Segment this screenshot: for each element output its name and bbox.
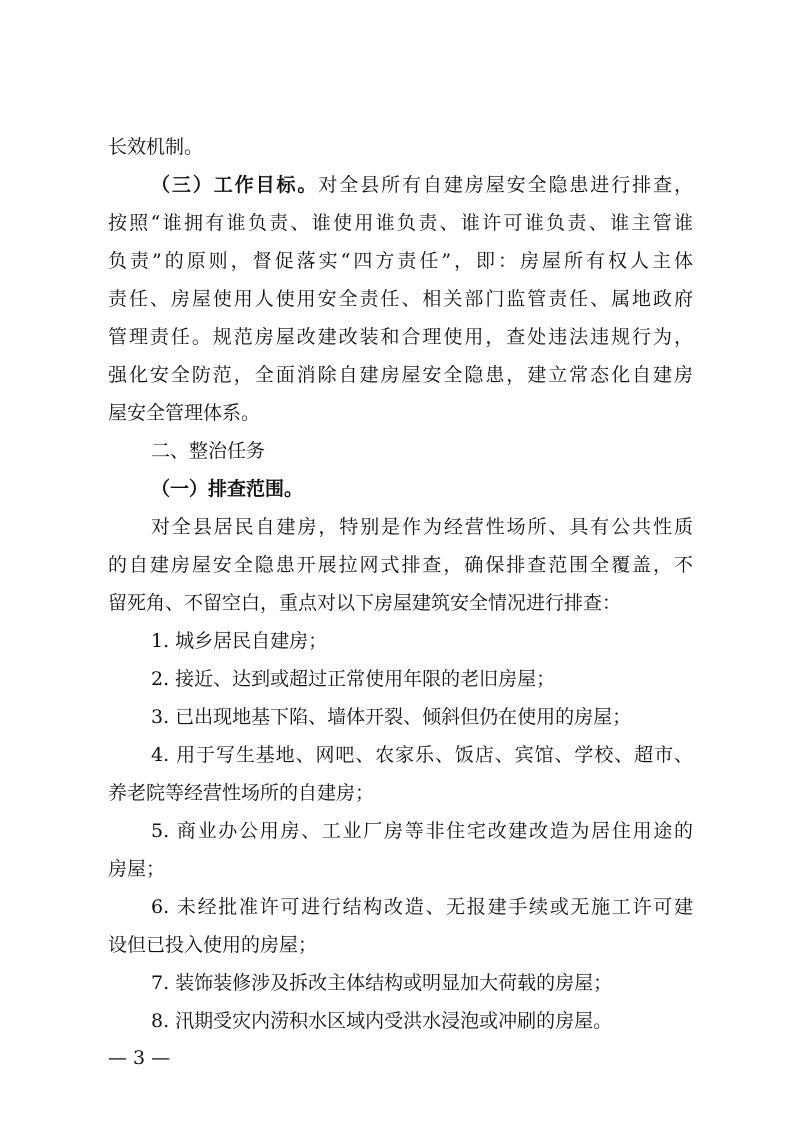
paragraph-line: 按照“谁拥有谁负责、谁使用谁负责、谁许可谁负责、谁主管谁	[108, 212, 693, 234]
list-item: 6. 未经批准许可进行结构改造、无报建手续或无施工许可建	[151, 896, 693, 918]
paragraph-line: 强化安全防范，全面消除自建房屋安全隐患，建立常态化自建房	[108, 364, 693, 386]
paragraph-line: 留死角、不留空白，重点对以下房屋建筑安全情况进行排查：	[108, 592, 622, 614]
paragraph-line: 责任、房屋使用人使用安全责任、相关部门监管责任、属地政府	[108, 288, 693, 310]
paragraph-text: 对全县所有自建房屋安全隐患进行排查，	[318, 174, 693, 196]
list-item: 2. 接近、达到或超过正常使用年限的老旧房屋；	[151, 668, 556, 690]
section-subheading: （三）工作目标。	[151, 174, 319, 196]
list-item: 7. 装饰装修涉及拆改主体结构或明显加大荷载的房屋；	[151, 972, 613, 994]
goal-heading-line	[151, 173, 693, 197]
section-heading: 二、整治任务	[151, 440, 266, 462]
list-item: 5. 商业办公用房、工业厂房等非住宅改建改造为居住用途的	[151, 820, 693, 842]
page-number: — 3 —	[108, 1047, 171, 1069]
list-item: 4. 用于写生基地、网吧、农家乐、饭店、宾馆、学校、超市、	[151, 744, 693, 766]
list-item: 8. 汛期受灾内涝积水区域内受洪水浸泡或冲刷的房屋。	[151, 1010, 613, 1032]
paragraph-line: 长效机制。	[108, 136, 204, 158]
list-item: 1. 城乡居民自建房；	[151, 630, 328, 652]
paragraph-line: 屋安全管理体系。	[108, 402, 261, 424]
paragraph-line: 负责”的原则，督促落实“四方责任”，即：房屋所有权人主体	[108, 250, 693, 272]
list-item: 3. 已出现地基下陷、墙体开裂、倾斜但仍在使用的房屋；	[151, 706, 632, 728]
list-item-continuation: 房屋；	[108, 858, 166, 880]
list-item-continuation: 设但已投入使用的房屋；	[108, 934, 318, 956]
paragraph-line: 对全县居民自建房，特别是作为经营性场所、具有公共性质	[151, 516, 693, 538]
section-subheading: （一）排查范围。	[151, 478, 304, 500]
paragraph-line: 的自建房屋安全隐患开展拉网式排查，确保排查范围全覆盖，不	[108, 554, 693, 576]
paragraph-line: 管理责任。规范房屋改建改装和合理使用，查处违法违规行为，	[108, 326, 693, 348]
list-item-continuation: 养老院等经营性场所的自建房；	[108, 782, 375, 804]
